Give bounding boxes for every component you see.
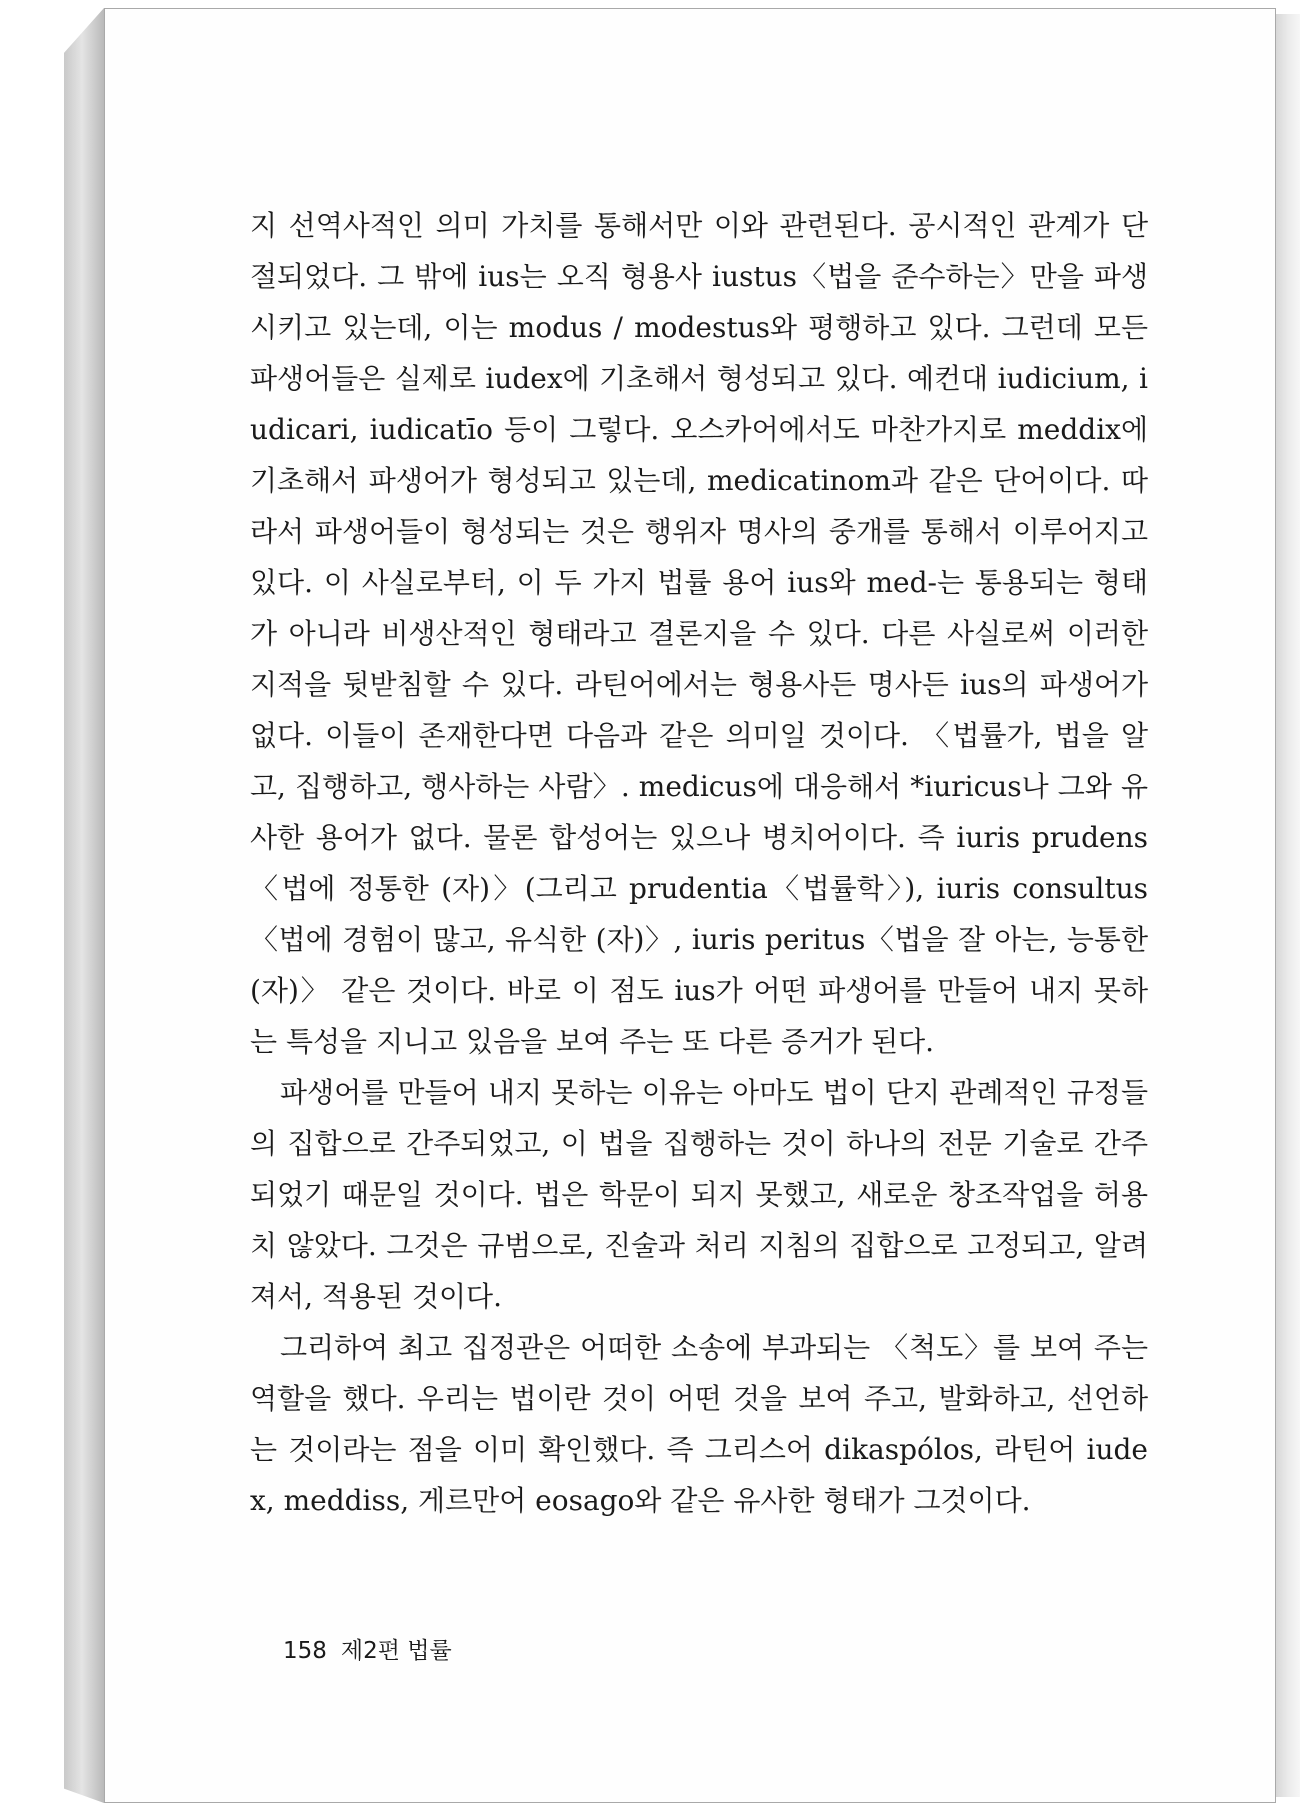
- running-footer-section: 제2편 법률: [340, 1638, 452, 1664]
- paragraph-1: 지 선역사적인 의미 가치를 통해서만 이와 관련된다. 공시적인 관계가 단절되었다. 그 밖에 ius는 오직 형용사 iustus〈법을 준수하는〉만을 파생시키고 있는데, 이는 modus / modestus와 평행하고 있다. 그런데 모든 파생어들은 실제로 iudex에 기초해서 형성되고 있다. 예컨대 iudicium, iudicari, iudicatīo 등이 그렇다. 오스카어에서도 마찬가지로 meddix에 기초해서 파생어가 형성되고 있는데, medicatinom과 같은 단어이다. 따라서 파생어들이 형성되는 것은 행위자 명사의 중개를 통해서 이루어지고 있다. 이 사실로부터, 이 두 가지 법률 용어 ius와 med-는 통용되는 형태가 아니라 비생산적인 형태라고 결론지을 수 있다. 다른 사실로써 이러한 지적을 뒷받침할 수 있다. 라틴어에서는 형용사든 명사든 ius의 파생어가 없다. 이들이 존재한다면 다음과 같은 의미일 것이다. 〈법률가, 법을 알고, 집행하고, 행사하는 사람〉. medicus에 대응해서 *iuricus나 그와 유사한 용어가 없다. 물론 합성어는 있으나 병치어이다. 즉 iuris prudens〈법에 정통한 (자)〉(그리고 prudentia〈법률학〉), iuris consultus〈법에 경험이 많고, 유식한 (자)〉, iuris peritus〈법을 잘 아는, 능통한 (자)〉 같은 것이다. 바로 이 점도 ius가 어떤 파생어를 만들어 내지 못하는 특성을 지니고 있음을 보여 주는 또 다른 증거가 된다.: [250, 209, 1148, 1058]
- paragraph-3: 그리하여 최고 집정관은 어떠한 소송에 부과되는 〈척도〉를 보여 주는 역할을 했다. 우리는 법이란 것이 어떤 것을 보여 주고, 발화하고, 선언하는 것이라는 점을 이미 확인했다. 즉 그리스어 dikaspólos, 라틴어 iudex, meddiss, 게르만어 eosago와 같은 유사한 형태가 그것이다.: [250, 1331, 1148, 1517]
- body-text: [250, 200, 1148, 1526]
- page-number: 158: [283, 1638, 327, 1664]
- page-edge: [1276, 14, 1300, 1797]
- book-spine: [64, 8, 104, 1803]
- paragraph-2: 파생어를 만들어 내지 못하는 이유는 아마도 법이 단지 관례적인 규정들의 집합으로 간주되었고, 이 법을 집행하는 것이 하나의 전문 기술로 간주되었기 때문일 것이다. 법은 학문이 되지 못했고, 새로운 창조작업을 허용치 않았다. 그것은 규범으로, 진술과 처리 지침의 집합으로 고정되고, 알려져서, 적용된 것이다.: [250, 1076, 1148, 1313]
- page-footer: [283, 1632, 452, 1665]
